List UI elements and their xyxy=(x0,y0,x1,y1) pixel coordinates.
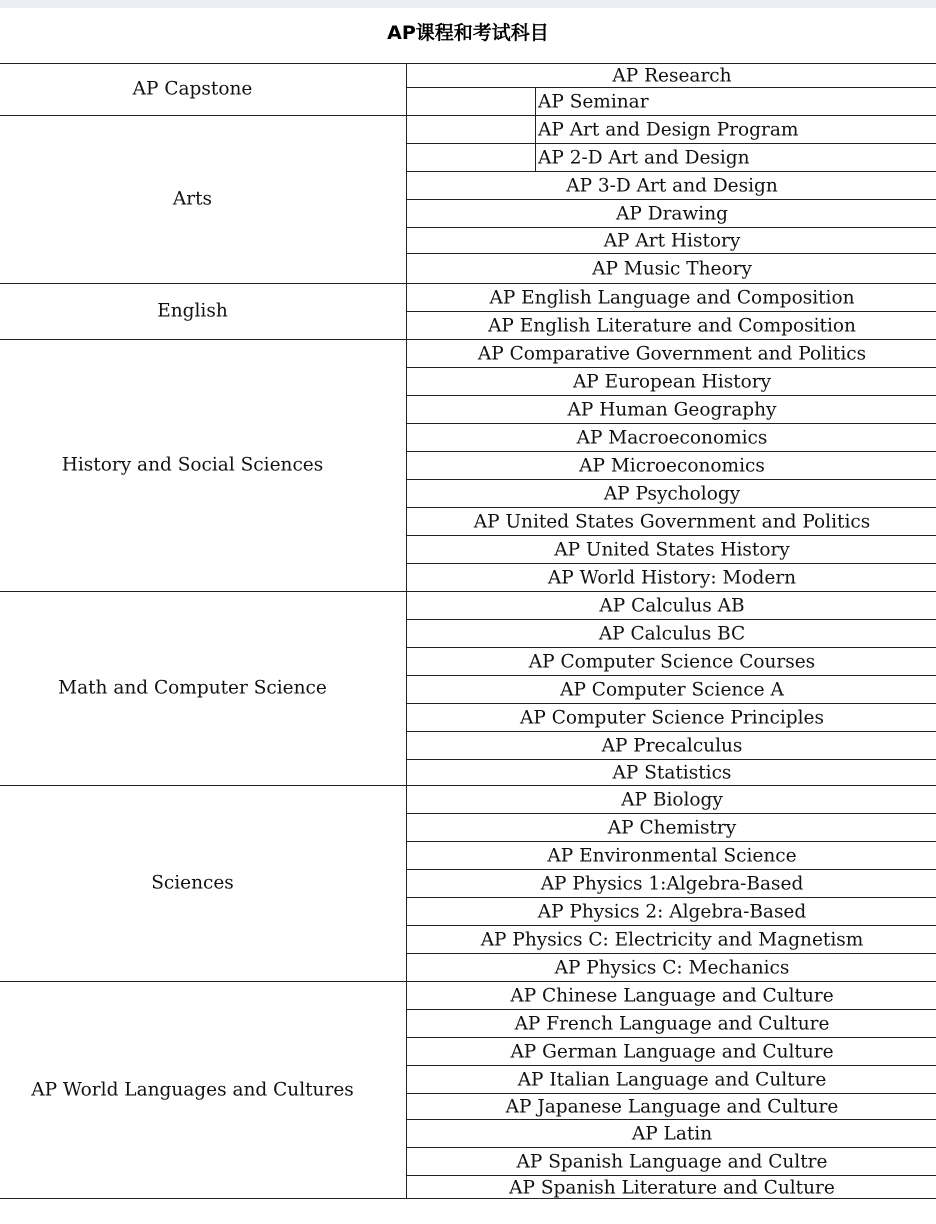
row-divider xyxy=(407,563,936,564)
row-divider xyxy=(407,675,936,676)
row-divider xyxy=(407,897,936,898)
row-divider xyxy=(407,63,936,64)
row-divider xyxy=(407,143,936,144)
row-divider xyxy=(407,953,936,954)
row-divider xyxy=(407,87,936,88)
course-name: AP 2-D Art and Design xyxy=(538,147,750,169)
course-name: AP French Language and Culture xyxy=(514,1013,830,1035)
row-divider xyxy=(407,731,936,732)
course-name: AP United States History xyxy=(554,539,790,561)
top-bar xyxy=(0,0,936,8)
course-name: AP World History: Modern xyxy=(547,567,797,589)
course-name: AP Physics C: Electricity and Magnetism xyxy=(480,929,864,951)
course-name: AP Music Theory xyxy=(592,258,752,280)
category-divider xyxy=(0,115,408,116)
row-divider xyxy=(407,759,936,760)
row-divider xyxy=(407,507,936,508)
course-name: AP United States Government and Politics xyxy=(473,511,871,533)
row-divider xyxy=(407,591,936,592)
row-divider xyxy=(407,311,936,312)
category-divider xyxy=(0,339,408,340)
course-name: AP Spanish Literature and Culture xyxy=(509,1177,835,1198)
category-divider xyxy=(0,283,408,284)
course-name: AP Macroeconomics xyxy=(576,427,768,449)
category-label: History and Social Sciences xyxy=(61,454,324,476)
row-divider xyxy=(407,535,936,536)
row-divider xyxy=(407,367,936,368)
row-divider xyxy=(407,1147,936,1148)
row-divider xyxy=(407,841,936,842)
course-name: AP Drawing xyxy=(616,203,728,225)
category-divider xyxy=(0,981,408,982)
course-name: AP Biology xyxy=(621,789,723,811)
course-name: AP Physics 1:Algebra-Based xyxy=(540,873,804,895)
category-divider xyxy=(0,785,408,786)
row-divider xyxy=(407,619,936,620)
row-divider xyxy=(407,479,936,480)
course-name: AP Calculus BC xyxy=(598,623,746,645)
row-divider xyxy=(407,981,936,982)
course-name: AP Calculus AB xyxy=(599,595,745,617)
row-divider xyxy=(407,785,936,786)
course-name: AP Environmental Science xyxy=(547,845,797,867)
row-divider xyxy=(407,647,936,648)
course-name: AP Computer Science Principles xyxy=(520,707,824,729)
course-name: AP Japanese Language and Culture xyxy=(505,1096,839,1118)
category-divider xyxy=(0,591,408,592)
course-name: AP Seminar xyxy=(538,91,649,113)
course-name: AP European History xyxy=(572,371,772,393)
row-divider xyxy=(407,1065,936,1066)
course-name: AP English Language and Composition xyxy=(489,287,855,309)
row-divider xyxy=(407,451,936,452)
row-divider xyxy=(407,1037,936,1038)
course-name: AP Computer Science Courses xyxy=(528,651,816,673)
course-name: AP Chemistry xyxy=(607,817,737,839)
row-divider xyxy=(407,171,936,172)
category-label: AP World Languages and Cultures xyxy=(31,1079,354,1100)
row-divider xyxy=(407,869,936,870)
category-label: AP Capstone xyxy=(132,78,253,100)
course-name: AP Spanish Language and Cultre xyxy=(516,1151,828,1173)
row-divider xyxy=(407,283,936,284)
course-name: AP Statistics xyxy=(612,762,732,784)
category-divider xyxy=(0,1198,408,1199)
row-divider xyxy=(407,395,936,396)
course-name: AP Precalculus xyxy=(601,735,743,757)
course-name: AP Research xyxy=(612,65,732,87)
course-name: AP Psychology xyxy=(603,483,741,505)
row-divider xyxy=(407,1198,936,1199)
row-divider xyxy=(407,199,936,200)
row-divider xyxy=(407,1009,936,1010)
course-name: AP Physics C: Mechanics xyxy=(554,957,790,979)
category-label: Arts xyxy=(172,188,213,210)
row-divider xyxy=(407,703,936,704)
column-divider xyxy=(406,63,407,1198)
row-divider xyxy=(407,1119,936,1120)
row-divider xyxy=(407,1093,936,1094)
course-name: AP 3-D Art and Design xyxy=(566,175,778,197)
sub-column-divider xyxy=(535,87,536,171)
course-name: AP Comparative Government and Politics xyxy=(477,343,867,365)
row-divider xyxy=(407,253,936,254)
course-name: AP Art History xyxy=(603,230,741,252)
course-name: AP Human Geography xyxy=(567,399,777,421)
row-divider xyxy=(407,227,936,228)
row-divider xyxy=(407,115,936,116)
course-name: AP Italian Language and Culture xyxy=(517,1069,827,1091)
page-title: AP课程和考试科目 xyxy=(387,22,549,44)
course-name: AP Latin xyxy=(631,1123,713,1145)
category-label: Sciences xyxy=(151,872,234,894)
category-divider xyxy=(0,63,408,64)
row-divider xyxy=(407,925,936,926)
row-divider xyxy=(407,423,936,424)
row-divider xyxy=(407,1175,936,1176)
course-name: AP Physics 2: Algebra-Based xyxy=(537,901,807,923)
course-name: AP German Language and Culture xyxy=(510,1041,834,1063)
row-divider xyxy=(407,813,936,814)
category-label: Math and Computer Science xyxy=(58,677,327,699)
category-label: English xyxy=(157,300,228,322)
course-name: AP Microeconomics xyxy=(579,455,765,477)
row-divider xyxy=(407,339,936,340)
course-name: AP Chinese Language and Culture xyxy=(510,985,834,1007)
course-name: AP English Literature and Composition xyxy=(488,315,856,337)
course-name: AP Computer Science A xyxy=(560,679,784,701)
course-name: AP Art and Design Program xyxy=(538,119,799,141)
